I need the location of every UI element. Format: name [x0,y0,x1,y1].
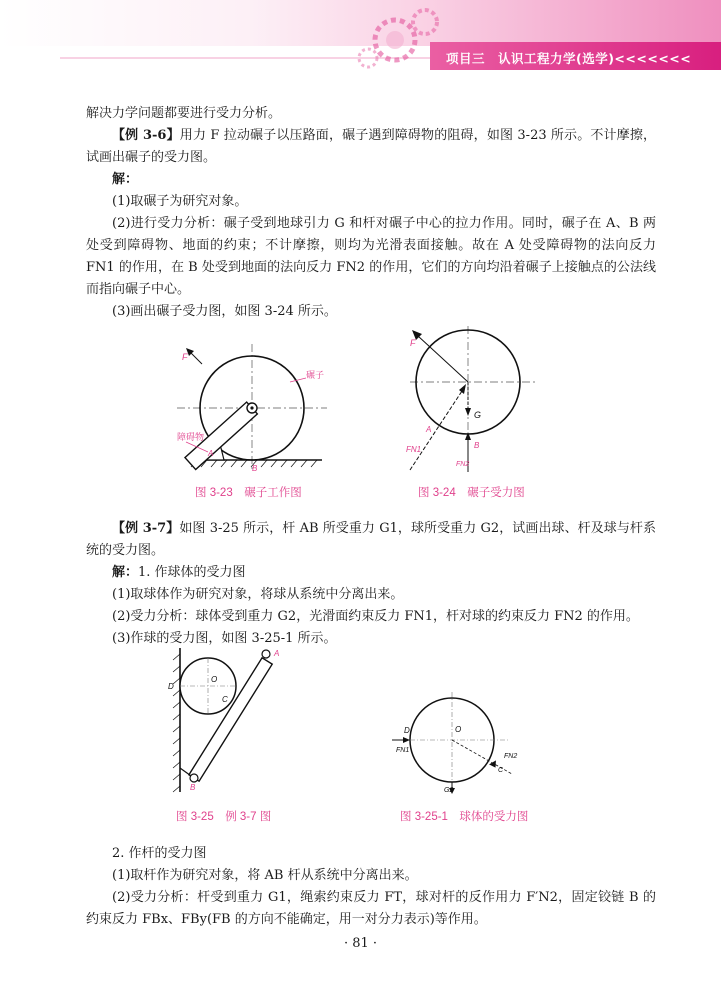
example-label: 【例 3-6】 [112,128,180,143]
label-O: O [211,675,218,684]
label-A: A [274,649,280,658]
paragraph: (2)受力分析：球体受到重力 G2，光滑面约束反力 FN1，杆对球的约束反力 FN2 的作用。 [112,609,639,624]
label-C: C [498,767,504,774]
solution-text: 1. 作球体的受力图 [138,565,246,580]
label-G2: G2 [444,787,454,794]
paragraph: 2. 作杆的受力图 [112,846,207,861]
label-FN2: FN2 [456,461,470,468]
solution-label: 解： [112,565,139,580]
label-obstacle: 障碍物 [177,432,205,442]
figure-caption: 图 3-25-1 球体的受力图 [400,811,529,823]
paragraph: (1)取杆作为研究对象，将 AB 杆从系统中分离出来。 [112,868,418,883]
label-O: O [455,725,462,734]
paragraph: 解决力学问题都要进行受力分析。 [86,106,282,121]
example-text: 用力 F 拉动碾子以压路面，碾子遇到障碍物的阻碍，如图 3-23 所示。不计摩擦，试画出碾子的受力图。 [86,128,656,165]
figure-3-25-1-ball-force-diagram [390,688,520,796]
figure-3-25-ball-rod-system [166,644,286,794]
paragraph: (2)受力分析：杆受到重力 G1，绳索约束反力 FT，球对杆的反作用力 F′N2，固定铰链 B 的约束反力 FBx、FBy(FB 的方向不能确定，用一对分力表示)等作用。 [86,890,656,927]
figure-caption: 图 3-25 例 3-7 图 [176,811,272,823]
label-G: G [474,410,482,420]
paragraph [86,562,656,584]
example-label: 【例 3-7】 [112,521,180,536]
label-FN1: FN1 [406,445,422,454]
label-A: A [426,425,432,434]
paragraph: (1)取球体作为研究对象，将球从系统中分离出来。 [112,587,404,602]
text-block-example-3-6 [86,103,656,323]
label-FN1: FN1 [396,747,410,754]
paragraph [86,518,656,562]
label-B: B [252,464,258,473]
label-B: B [190,783,196,792]
figure-caption: 图 3-23 碾子工作图 [195,487,302,499]
example-text: 如图 3-25 所示，杆 AB 所受重力 G1，球所受重力 G2，试画出球、杆及球与杆系统的受力图。 [86,521,656,558]
figure-3-23-roller-diagram [172,334,332,474]
text-block-rod-force [86,843,656,931]
header-banner [0,0,721,82]
solution-label: 解： [112,172,139,187]
text-block-example-3-7 [86,518,656,650]
label-FN2: FN2 [504,753,518,760]
label-roller: 碾子 [306,370,325,380]
figure-3-24-roller-force-diagram [398,324,538,474]
paragraph: (3)作球的受力图，如图 3-25-1 所示。 [112,631,337,646]
page-number: · 81 · [343,936,378,951]
label-F: F [410,338,416,348]
label-A: A [208,449,214,458]
paragraph: (1)取碾子为研究对象。 [112,194,248,209]
label-D: D [168,682,174,691]
paragraph [86,125,656,169]
label-D: D [404,726,410,735]
paragraph: (3)画出碾子受力图，如图 3-24 所示。 [112,304,337,319]
label-C: C [222,695,228,704]
header-title: 项目三 认识工程力学(选学)<<<<<<< [446,51,692,66]
page-header [0,0,721,82]
label-F: F [182,352,188,362]
figure-caption: 图 3-24 碾子受力图 [418,487,525,499]
paragraph: (2)进行受力分析：碾子受到地球引力 G 和杆对碾子中心的拉力作用。同时，碾子在 A、B 两处受到障碍物、地面的约束；不计摩擦，则均为光滑表面接触。故在 A 处受障碍物的法向反力 FN1 的作用，在 B 处受到地面的法向反力 FN2 的作用，它们的方向均沿着碾子上接触点的公法线而指向碾子中心。 [86,216,656,297]
label-B: B [474,441,480,450]
